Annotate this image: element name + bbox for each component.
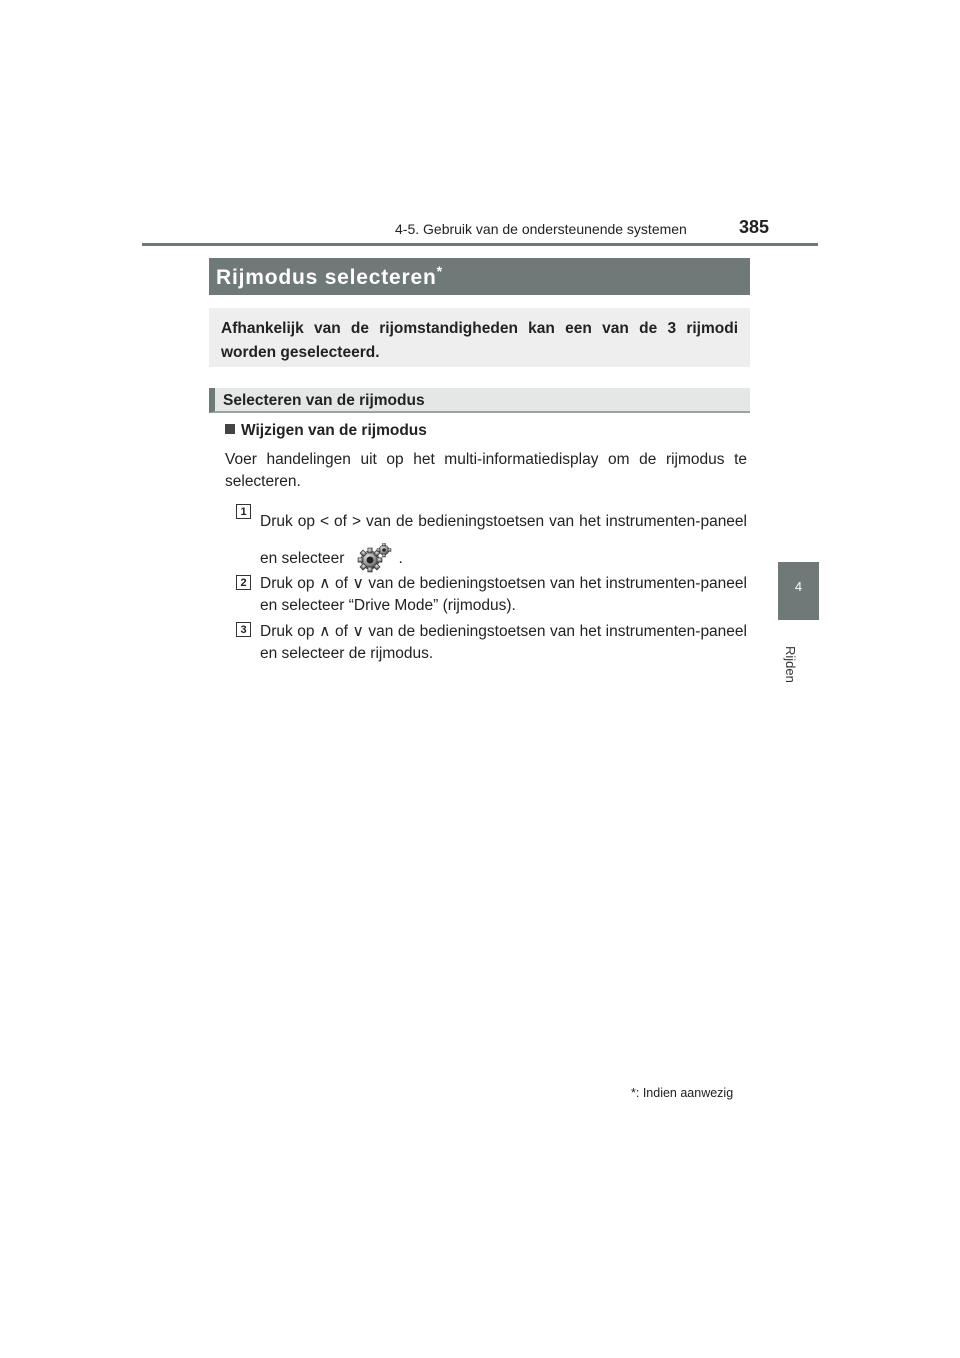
bullet-heading: [225, 422, 427, 440]
square-bullet-icon: [225, 424, 235, 434]
header-divider: [142, 243, 818, 246]
step-3-text: Druk op ∧ of ∨ van de bedieningstoetsen van het instrumenten-paneel en selecteer de rijmodus.: [260, 623, 747, 662]
step-1-text: [260, 503, 747, 577]
step-2-text: Druk op ∧ of ∨ van de bedieningstoetsen van het instrumenten-paneel en selecteer “Drive Mode” (rijmodus).: [260, 575, 747, 614]
section-title-asterisk: *: [436, 263, 443, 279]
gear-icon: [356, 543, 392, 573]
section-title-text: Rijmodus selecteren: [216, 266, 437, 289]
step-number-2: 2: [236, 575, 251, 590]
page-number: 385: [739, 217, 770, 237]
intro-box: Afhankelijk van de rijomstandigheden kan een van de 3 rijmodi worden geselecteerd.: [209, 308, 750, 367]
step-number-3: 3: [236, 622, 251, 637]
step-1-text-before: Druk op < of > van de bedieningstoetsen van het instrumenten-paneel en selecteer: [260, 513, 747, 567]
footnote-asterisk: *: [631, 1086, 636, 1100]
bullet-heading-text: Wijzigen van de rijmodus: [241, 422, 427, 439]
footnote: [631, 1086, 733, 1100]
footnote-text: : Indien aanwezig: [635, 1086, 734, 1100]
side-tab-chapter-number: 4: [778, 562, 819, 620]
section-title: [216, 263, 443, 290]
intro-paragraph: Voer handelingen uit op het multi-informatiedisplay om de rijmodus te selecteren.: [225, 451, 747, 490]
step-number-1: 1: [236, 504, 251, 519]
chapter-title: 4-5. Gebruik van de ondersteunende systemen: [395, 221, 687, 237]
subsection-title: Selecteren van de rijmodus: [223, 392, 425, 409]
step-1-text-after: .: [398, 550, 403, 567]
side-tab-label: Rijden: [783, 646, 798, 683]
